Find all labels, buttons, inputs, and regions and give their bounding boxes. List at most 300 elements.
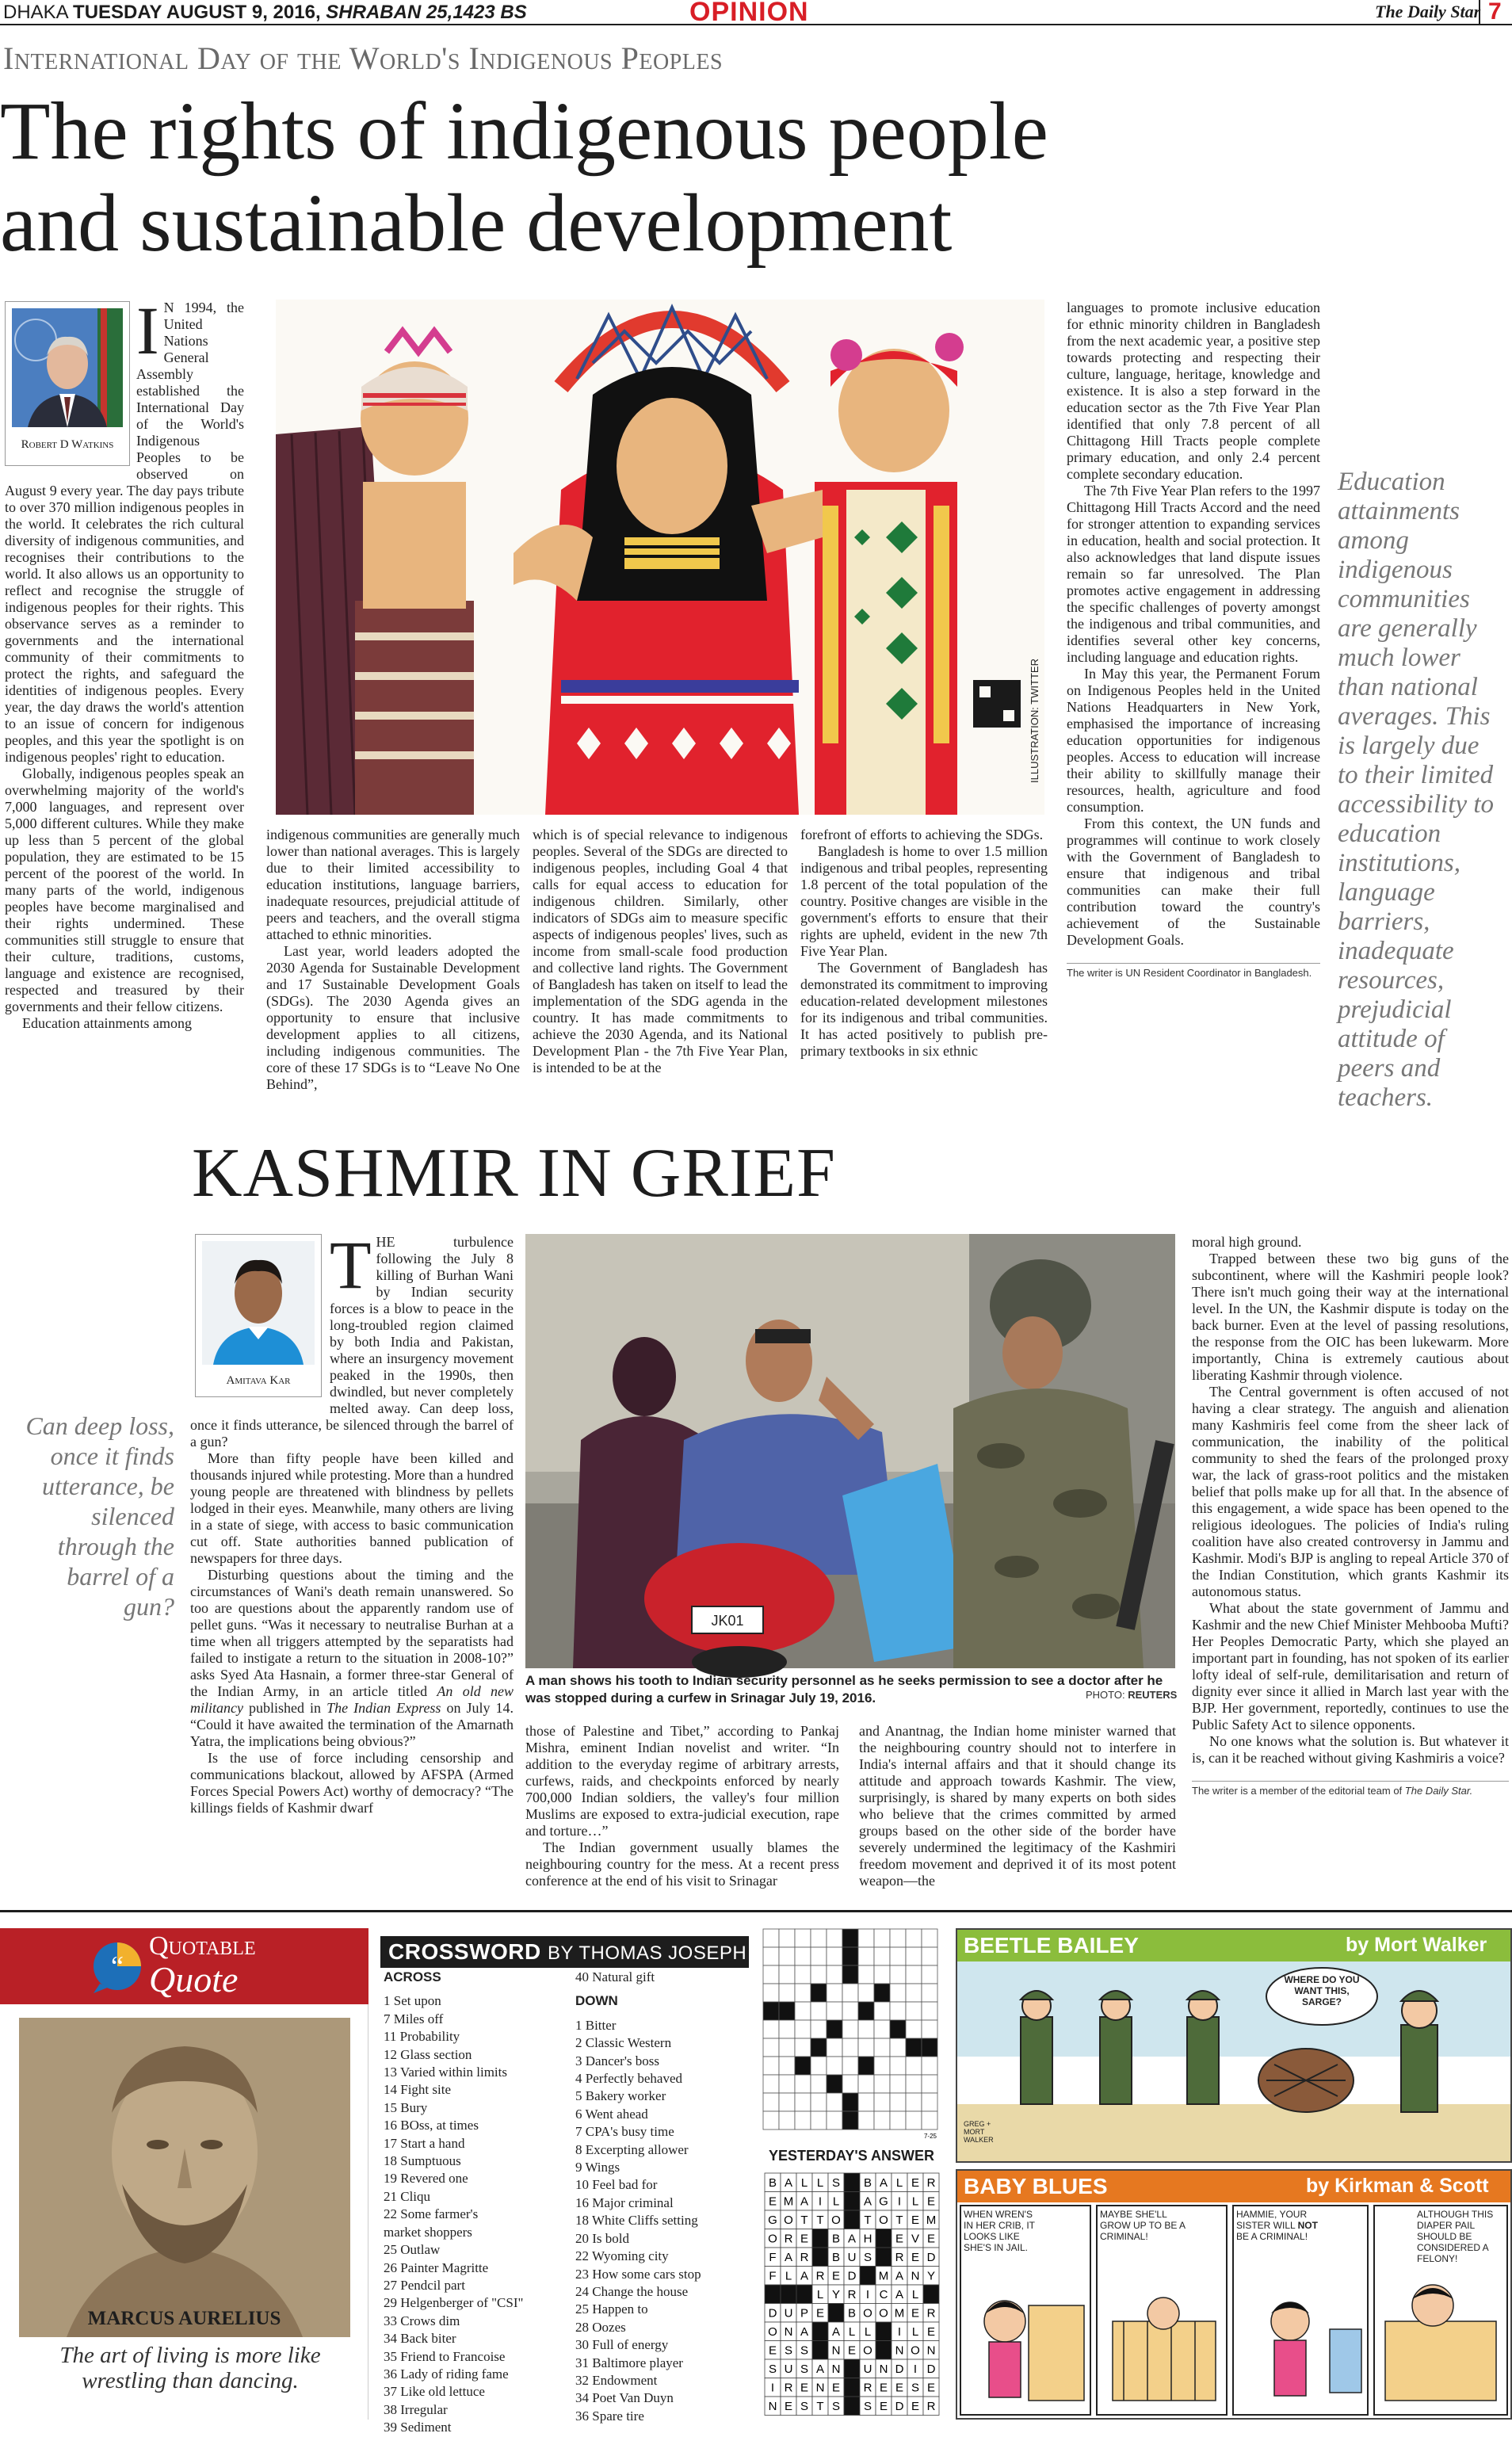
- crossword-cell[interactable]: [842, 1947, 858, 1965]
- crossword-cell[interactable]: [906, 1929, 922, 1947]
- crossword-clue: 40 Natural gift: [575, 1969, 655, 1984]
- answer-letter: M: [926, 2214, 937, 2227]
- answer-letter: E: [831, 2381, 841, 2395]
- answer-letter: U: [784, 2363, 793, 2376]
- footnote-paper: The Daily Star.: [1404, 1785, 1473, 1797]
- crossword-cell[interactable]: [922, 2075, 937, 2093]
- answer-letter: I: [913, 2363, 918, 2376]
- answer-letter: L: [816, 2176, 824, 2190]
- crossword-cell[interactable]: [779, 1984, 795, 2002]
- bb-panel3-text-c: BE A CRIMINAL!: [1236, 2231, 1308, 2242]
- bust-graphic: [19, 2018, 350, 2337]
- answer-letter: O: [768, 2232, 777, 2246]
- answer-cell: [860, 2267, 876, 2286]
- story1-paragraph: N 1994, the United Nations General Assembly established the International Day of the World's Indigenous Peoples to be observed on August 9 every year. The day pays tribute to over 370 million indigenous peoples in the world. It celebrates the rich cultural diversity of indigenous communities, and recognises their contributions to the world. It also allows us an opportunity to reflect and recognise the struggle of indigenous peoples for their rights. This observance serves as a reminder to governments and the international community of their commitments to protect the rights, and safeguard the identities of indigenous peoples. Every year, the day draws the world's attention to an issue of concern for indigenous peoples, and this year the spotlight is on indigenous peoples' right to education.: [5, 300, 244, 765]
- story2-headline[interactable]: KASHMIR IN GRIEF: [192, 1135, 836, 1212]
- answer-letter: T: [864, 2214, 872, 2227]
- crossword-cell[interactable]: [874, 2002, 890, 2020]
- crossword-clue: 14 Fight site: [384, 2082, 452, 2098]
- crossword-cell[interactable]: [811, 2075, 827, 2093]
- answer-letter: E: [784, 2400, 793, 2413]
- answer-letter: R: [926, 2176, 936, 2190]
- answer-letter: T: [800, 2214, 808, 2227]
- crossword-cell[interactable]: [874, 2020, 890, 2038]
- publication-name: The Indian Express: [326, 1700, 441, 1716]
- indigenous-illustration: [276, 300, 1044, 815]
- crossword-cell[interactable]: [795, 1929, 811, 1947]
- answer-letter: T: [895, 2214, 903, 2227]
- crossword-clue: 1 Bitter: [575, 2017, 617, 2033]
- crossword-cell[interactable]: [890, 2002, 906, 2020]
- crossword-clue: 17 Start a hand: [384, 2135, 465, 2151]
- crossword-cell[interactable]: [858, 1984, 874, 2002]
- crossword-clue: 28 Oozes: [575, 2319, 626, 2335]
- crossword-cell[interactable]: [827, 1947, 842, 1965]
- answer-letter: Y: [831, 2288, 841, 2301]
- answer-letter: A: [895, 2269, 904, 2283]
- answer-letter: N: [784, 2325, 793, 2339]
- story2-paragraph: More than fifty people have been killed and thousands injured while protesting. More than a hundred young people are threatened with blindness by pellets lodged in their eyes. Meanwhile, many others are living in a state of siege, with access to basic communication cut off. State authorities banned publication of newspapers for three days.: [190, 1450, 514, 1566]
- crossword-clue: 25 Outlaw: [384, 2242, 441, 2258]
- crossword-cell[interactable]: [906, 2020, 922, 2038]
- crossword-cell[interactable]: [795, 2075, 811, 2093]
- kashmir-scene-graphic: [525, 1234, 1175, 1668]
- crossword-grid-graphic[interactable]: [762, 1928, 941, 2141]
- crossword-clue: 31 Baltimore player: [575, 2355, 683, 2370]
- answer-letter: H: [863, 2232, 872, 2246]
- crossword-cell[interactable]: [922, 1947, 937, 1965]
- answer-letter: R: [926, 2306, 936, 2320]
- crossword-cell[interactable]: [795, 2038, 811, 2057]
- answer-letter: U: [863, 2363, 872, 2376]
- answer-letter: E: [847, 2343, 857, 2358]
- crossword-cell[interactable]: [906, 1947, 922, 1965]
- crossword-cell[interactable]: [890, 2020, 906, 2038]
- answer-letter: L: [864, 2325, 872, 2339]
- baby-blues-title: BABY BLUES: [964, 2174, 1108, 2198]
- crossword-cell[interactable]: [779, 2020, 795, 2038]
- crossword-cell[interactable]: [842, 2002, 858, 2020]
- crossword-cell[interactable]: [811, 2038, 827, 2057]
- answer-letter: S: [831, 2400, 841, 2413]
- answer-letter: O: [879, 2214, 888, 2227]
- crossword-cell[interactable]: [827, 2093, 842, 2111]
- crossword-cell[interactable]: [842, 2038, 858, 2057]
- crossword-cell[interactable]: [842, 2111, 858, 2130]
- crossword-cell[interactable]: [779, 2093, 795, 2111]
- crossword-cell[interactable]: [827, 2075, 842, 2093]
- answer-letter: L: [911, 2288, 919, 2301]
- crossword-cell[interactable]: [874, 1984, 890, 2002]
- story2-paragraph: Trapped between these two big guns of the subcontinent, where will the Kashmiri people look? There isn't much going their way at the international level. In the UN, the Kashmir dispute is today on the back burner. Even at the level of passing resolutions, the response from the OIC has been lukewarm. More importantly, China is extremely cautious about liberating Kashmir through violence.: [1192, 1251, 1509, 1383]
- crossword-cell[interactable]: [763, 2002, 779, 2020]
- crossword-cell[interactable]: [890, 1929, 906, 1947]
- dateline-bangla: SHRABAN 25,1423 BS: [326, 2, 527, 23]
- answer-letter: M: [783, 2194, 794, 2209]
- answer-letter: S: [911, 2381, 920, 2395]
- crossword-cell[interactable]: [811, 1965, 827, 1984]
- crossword-clue: market shoppers: [384, 2224, 472, 2240]
- answer-letter: E: [926, 2381, 936, 2395]
- section-label[interactable]: OPINION: [689, 0, 809, 27]
- answer-cell: [812, 2341, 828, 2360]
- down-clue-list: [575, 2017, 759, 2425]
- quote-text: The art of living is more like wrestling than dancing.: [59, 2343, 321, 2393]
- story1-author-caption: Robert D Watkins: [21, 438, 114, 451]
- story2-pullquote: Can deep loss, once it finds utterance, be silenced through the barrel of a gun?: [25, 1411, 174, 1621]
- crossword-clue: 27 Pendcil part: [384, 2277, 465, 2293]
- crossword-clue: 7 CPA's busy time: [575, 2124, 674, 2140]
- crossword-cell[interactable]: [890, 2111, 906, 2130]
- across-clue-list-continued: [575, 1969, 759, 1986]
- crossword-cell[interactable]: [890, 2093, 906, 2111]
- answer-letter: L: [816, 2288, 824, 2301]
- crossword-clue: 10 Feel bad for: [575, 2177, 658, 2193]
- crossword-cell[interactable]: [795, 2002, 811, 2020]
- crossword-cell[interactable]: [906, 1965, 922, 1984]
- crossword-cell[interactable]: [795, 2057, 811, 2075]
- crossword-clue: 4 Perfectly behaved: [575, 2071, 682, 2087]
- crossword-cell[interactable]: [827, 1984, 842, 2002]
- beetle-signature: GREG + MORT WALKER: [964, 2120, 994, 2144]
- answer-letter: U: [784, 2306, 793, 2320]
- crossword-cell[interactable]: [922, 2020, 937, 2038]
- crossword-cell[interactable]: [922, 2111, 937, 2130]
- crossword-clue: 16 BOss, at times: [384, 2118, 479, 2133]
- crossword-cell[interactable]: [827, 2020, 842, 2038]
- crossword-cell[interactable]: [763, 2057, 779, 2075]
- answer-letter: E: [768, 2194, 777, 2209]
- crossword-cell[interactable]: [842, 2093, 858, 2111]
- crossword-cell[interactable]: [763, 1929, 779, 1947]
- beetle-bailey-panel: [957, 1961, 1510, 2161]
- crossword-cell[interactable]: [922, 2057, 937, 2075]
- story2-paragraph: [190, 1567, 514, 1750]
- crossword-cell[interactable]: [842, 1929, 858, 1947]
- answer-letter: D: [926, 2251, 936, 2264]
- crossword-cell[interactable]: [858, 1965, 874, 1984]
- crossword-cell[interactable]: [763, 2075, 779, 2093]
- beetle-bailey-strip: [956, 1928, 1512, 2163]
- crossword-cell[interactable]: [827, 2111, 842, 2130]
- answer-letter: L: [911, 2325, 919, 2339]
- crossword-cell[interactable]: [779, 2057, 795, 2075]
- story2-paragraph: moral high ground.: [1192, 1234, 1302, 1250]
- dateline: [3, 2, 527, 24]
- answer-cell: [876, 2248, 892, 2267]
- photo-spacer: [5, 300, 136, 472]
- crossword-cell[interactable]: [811, 2111, 827, 2130]
- masthead: [0, 0, 1512, 25]
- answer-grid-graphic: [765, 2173, 939, 2417]
- crossword-cell[interactable]: [795, 1965, 811, 1984]
- crossword-clue: 7 Miles off: [384, 2011, 444, 2026]
- answer-letter: S: [800, 2363, 809, 2376]
- crossword-clue: 30 Full of energy: [575, 2337, 669, 2353]
- crossword-clue: 23 How some cars stop: [575, 2266, 701, 2282]
- answer-letter: F: [769, 2269, 777, 2283]
- answer-letter: M: [894, 2306, 905, 2320]
- answer-letter: L: [800, 2176, 808, 2190]
- answer-letter: I: [897, 2194, 902, 2209]
- crossword-cell[interactable]: [858, 1929, 874, 1947]
- story2-column-1: [190, 1227, 514, 1816]
- crossword-cell[interactable]: [763, 1965, 779, 1984]
- answer-letter: A: [815, 2363, 825, 2376]
- story2-paragraph: What about the state government of Jammu and Kashmir and the new Chief Minister Mehbooba Mufti? Her Peoples Democratic Party, which she played an important part in founding, has not spoken of its earlier lofty ideal of self-rule, demilitarisation and return of dignity ever since it allied in March last year with the BJP. Her government, reportedly, continues to use the Public Safety Act to silence opponents.: [1192, 1600, 1509, 1732]
- crossword-cell[interactable]: [858, 1947, 874, 1965]
- baby-blues-strip: [956, 2169, 1512, 2420]
- answer-letter: T: [816, 2400, 824, 2413]
- crossword-cell[interactable]: [763, 1947, 779, 1965]
- article-title: An old new militancy: [190, 1683, 514, 1716]
- crossword-cell[interactable]: [842, 2057, 858, 2075]
- answer-letter: O: [831, 2214, 841, 2227]
- crossword-cell[interactable]: [858, 2093, 874, 2111]
- answer-letter: G: [879, 2194, 888, 2209]
- crossword-cell[interactable]: [906, 2093, 922, 2111]
- crossword-cell[interactable]: [795, 1984, 811, 2002]
- crossword-cell[interactable]: [922, 1929, 937, 1947]
- answer-letter: D: [895, 2400, 904, 2413]
- story2-text: on July 14. “Could it have awaited the termination of the Amarnath Yatra, the implications being obvious?”: [190, 1700, 514, 1749]
- photo-spacer: [190, 1234, 330, 1407]
- answer-letter: N: [911, 2269, 920, 2283]
- crossword-clue: 12 Glass section: [384, 2046, 472, 2062]
- answer-letter: D: [847, 2269, 857, 2283]
- story1-paragraph: The 7th Five Year Plan refers to the 1997 Chittagong Hill Tracts Accord and the need for stronger attention to expanding services in education, health and social protection. It also acknowledges that land dispute issues remain so far unresolved. The Plan promotes active engagement in addressing the specific challenges of poverty amongst the indigenous and tribal communities, and identifies several other key concerns, including language and education rights.: [1067, 483, 1320, 665]
- crossword-grid[interactable]: [762, 1928, 941, 2141]
- crossword-cell[interactable]: [874, 2057, 890, 2075]
- answer-letter: I: [897, 2325, 902, 2339]
- page-number: 7: [1479, 0, 1502, 25]
- crossword-clue: 36 Lady of riding fame: [384, 2366, 509, 2382]
- crossword-cell[interactable]: [906, 2075, 922, 2093]
- crossword-author: BY THOMAS JOSEPH: [548, 1942, 747, 1964]
- crossword-cell[interactable]: [874, 1947, 890, 1965]
- footnote-text: The writer is a member of the editorial team of: [1192, 1785, 1403, 1797]
- answer-letter: N: [879, 2363, 888, 2376]
- answer-letter: E: [879, 2400, 888, 2413]
- story2-paragraph: and Anantnag, the Indian home minister warned that the neighbouring country should not to interfere in India's internal affairs and that it should change its attitude and approach towards Kashmir. The view, surprisingly, is shared by many experts on both sides who believe that the crimes committed by armed groups based on the other side of the border have severely undermined the legitimacy of the Kashmiri freedom movement and deprived it of its most potent weapon—the: [859, 1723, 1176, 1889]
- answer-letter: I: [818, 2194, 823, 2209]
- bb-panel4-text: ALTHOUGH THIS DIAPER PAIL SHOULD BE CONSIDERED A FELONY!: [1417, 2209, 1494, 2264]
- story1-headline-line2: and sustainable development: [0, 178, 953, 269]
- answer-letter: U: [847, 2251, 857, 2264]
- crossword-cell[interactable]: [795, 2020, 811, 2038]
- crossword-cell[interactable]: [922, 2038, 937, 2057]
- crossword-cell[interactable]: [858, 2111, 874, 2130]
- crossword-cell[interactable]: [763, 2093, 779, 2111]
- story1-paragraph: Last year, world leaders adopted the 2030 Agenda for Sustainable Development and 17 Sustainable Development Goals (SDGs). The 2030 Agenda gives an opportunity to ensure that inclusive development applies to all citizens, including indigenous communities. The core of these 17 SDGs is to “Leave No One Behind”,: [266, 943, 520, 1092]
- crossword-cell[interactable]: [811, 1929, 827, 1947]
- story1-paragraph: From this context, the UN funds and programmes will continue to work closely with the Government of Bangladesh to ensure that indigenous and tribal communities can make their full contribution toward the country's achievement of the Sustainable Development Goals.: [1067, 816, 1320, 948]
- crossword-clue: 20 Is bold: [575, 2230, 629, 2246]
- crossword-clue: 22 Wyoming city: [575, 2248, 669, 2264]
- crossword-cell[interactable]: [858, 2057, 874, 2075]
- story1-paragraph: languages to promote inclusive education for ethnic minority children in Bangladesh from the next academic year, a positive step towards protecting and respecting their culture, language, heritage, knowledge and existence. It is also a step forward in the education sector as the 7th Five Year Plan identified that only 7.8 percent of all Chittagong Hill Tracts people complete primary education, and only 2.4 percent complete secondary education.: [1067, 300, 1320, 482]
- answer-letter: D: [926, 2363, 936, 2376]
- story2-paragraph: The Indian government usually blames the neighbouring country for the mess. At a recent press conference at the end of his visit to Srinagar: [525, 1839, 839, 1889]
- yesterdays-answer-grid: [765, 2173, 939, 2417]
- crossword-cell[interactable]: [811, 2093, 827, 2111]
- answer-letter: R: [926, 2400, 936, 2413]
- story2-footnote: [1192, 1781, 1509, 1797]
- crossword-cell[interactable]: [858, 2002, 874, 2020]
- answer-letter: E: [926, 2194, 936, 2209]
- story1-paragraph: forefront of efforts to achieving the SDGs.: [800, 827, 1044, 842]
- crossword-clue: 29 Helgenberger of "CSI": [384, 2295, 524, 2311]
- answer-letter: S: [863, 2400, 872, 2413]
- crossword-cell[interactable]: [922, 1984, 937, 2002]
- paper-name[interactable]: The Daily Star: [1375, 2, 1481, 21]
- crossword-header: [380, 1936, 749, 1968]
- answer-letter: D: [895, 2363, 904, 2376]
- crossword-cell[interactable]: [890, 1947, 906, 1965]
- quote-author: MARCUS AURELIUS: [87, 2308, 281, 2329]
- crossword-cell[interactable]: [779, 1929, 795, 1947]
- crossword-cell[interactable]: [811, 1984, 827, 2002]
- answer-letter: R: [784, 2381, 793, 2395]
- bb-panel3-text: [1236, 2209, 1331, 2242]
- answer-letter: L: [848, 2325, 856, 2339]
- crossword-cell[interactable]: [763, 1984, 779, 2002]
- crossword-clue: 33 Crows dim: [384, 2313, 460, 2328]
- crossword-clue: 38 Irregular: [384, 2401, 448, 2417]
- quotable-quote-header: [0, 1928, 368, 2004]
- answer-letter: I: [770, 2381, 775, 2395]
- crossword-cell[interactable]: [779, 1965, 795, 1984]
- crossword-cell[interactable]: [827, 2002, 842, 2020]
- answer-letter: A: [863, 2194, 872, 2209]
- crossword-cell[interactable]: [827, 1965, 842, 1984]
- answer-letter: A: [800, 2269, 809, 2283]
- answer-cell: [876, 2322, 892, 2341]
- crossword-clue: 24 Change the house: [575, 2283, 689, 2299]
- crossword-clue: 6 Went ahead: [575, 2106, 648, 2122]
- story1-paragraph: which is of special relevance to indigenous peoples. Several of the SDGs are directed to indigenous peoples, including Goal 4 that calls for equal access to education for indigenous children. Similarly, other indicators of SDGs aim to measure specific aspects of indigenous peoples' lives, such as income from small-scale food production and collective land rights. The Government of Bangladesh has taken on itself to lead the implementation of the SDG agenda in the country. It has made commitments to achieve the 2030 Agenda, and its National Development Plan - the 7th Five Year Plan, is intended to be at the: [533, 827, 788, 1075]
- crossword-cell[interactable]: [779, 2111, 795, 2130]
- crossword-cell[interactable]: [763, 2111, 779, 2130]
- story1-paragraph: Education attainments among: [22, 1015, 192, 1031]
- crossword-cell[interactable]: [922, 1965, 937, 1984]
- answer-letter: N: [895, 2343, 904, 2358]
- answer-letter: B: [831, 2232, 841, 2246]
- crossword-cell[interactable]: [795, 1947, 811, 1965]
- crossword-clue: 25 Happen to: [575, 2301, 648, 2317]
- svg-text:“: “: [111, 1950, 124, 1982]
- crossword-cell[interactable]: [874, 2075, 890, 2093]
- crossword-cell[interactable]: [811, 1947, 827, 1965]
- story2-text: published in: [249, 1700, 322, 1716]
- dateline-day: TUESDAY AUGUST 9, 2016,: [73, 2, 321, 23]
- crossword-cell[interactable]: [890, 2038, 906, 2057]
- marcus-aurelius-bust: [19, 2018, 350, 2337]
- crossword-cell[interactable]: [890, 2075, 906, 2093]
- story1-column-5: [1067, 300, 1320, 980]
- answer-letter: C: [879, 2288, 888, 2301]
- crossword-clue: 26 Painter Magritte: [384, 2259, 489, 2275]
- photo-caption: A man shows his tooth to Indian security personnel as he seeks permission to see a doctor after he was stopped during a curfew in Srinagar July 19, 2016.: [525, 1673, 1163, 1706]
- answer-letter: B: [831, 2251, 841, 2264]
- beetle-bailey-author: by Mort Walker: [1346, 1934, 1487, 1956]
- answer-letter: S: [831, 2176, 841, 2190]
- crossword-cell[interactable]: [906, 1984, 922, 2002]
- answer-letter: R: [863, 2381, 872, 2395]
- crossword-cell[interactable]: [795, 2093, 811, 2111]
- crossword-cell[interactable]: [858, 2038, 874, 2057]
- crossword-cell[interactable]: [906, 2038, 922, 2057]
- crossword-cell[interactable]: [858, 2020, 874, 2038]
- answer-cell: [844, 2192, 860, 2211]
- crossword-cell[interactable]: [827, 2038, 842, 2057]
- crossword-cell[interactable]: [842, 2075, 858, 2093]
- crossword-cell[interactable]: [763, 2038, 779, 2057]
- answer-letter: S: [863, 2251, 872, 2264]
- crossword-cell[interactable]: [890, 1984, 906, 2002]
- answer-letter: O: [768, 2325, 777, 2339]
- crossword-cell[interactable]: [842, 2020, 858, 2038]
- crossword-cell[interactable]: [842, 1965, 858, 1984]
- answer-letter: B: [863, 2176, 872, 2190]
- crossword-cell[interactable]: [890, 1965, 906, 1984]
- crossword-cell[interactable]: [890, 2057, 906, 2075]
- crossword-cell[interactable]: [874, 2111, 890, 2130]
- crossword-cell[interactable]: [827, 1929, 842, 1947]
- answer-cell: [844, 2173, 860, 2192]
- svg-text:JK01: JK01: [711, 1613, 744, 1629]
- answer-letter: T: [816, 2214, 824, 2227]
- crossword-cell[interactable]: [811, 2002, 827, 2020]
- answer-letter: L: [785, 2269, 792, 2283]
- crossword-clue: 19 Revered one: [384, 2171, 468, 2187]
- crossword-cell[interactable]: [811, 2020, 827, 2038]
- story1-headline[interactable]: [0, 86, 1300, 269]
- crossword-cell[interactable]: [906, 2002, 922, 2020]
- crossword-cell[interactable]: [874, 2038, 890, 2057]
- story1-column-2: [266, 827, 520, 1093]
- crossword-cell[interactable]: [922, 2093, 937, 2111]
- crossword-cell[interactable]: [874, 1929, 890, 1947]
- crossword-cell[interactable]: [922, 2002, 937, 2020]
- crossword-cell[interactable]: [858, 2075, 874, 2093]
- answer-letter: F: [769, 2251, 777, 2264]
- crossword-cell[interactable]: [842, 1984, 858, 2002]
- crossword-cell[interactable]: [779, 2075, 795, 2093]
- dateline-city: DHAKA: [3, 2, 68, 23]
- answer-letter: E: [911, 2176, 920, 2190]
- answer-letter: A: [895, 2288, 904, 2301]
- crossword-cell[interactable]: [827, 2057, 842, 2075]
- crossword-cell[interactable]: [779, 2038, 795, 2057]
- crossword-down-clues: [575, 1969, 759, 2425]
- across-clue-list: [384, 1992, 571, 2436]
- crossword-cell[interactable]: [795, 2111, 811, 2130]
- crossword-cell[interactable]: [779, 1947, 795, 1965]
- story1-paragraph: indigenous communities are generally much lower than national averages. This is largely due to their limited accessibility to education institutions, language barriers, inadequate resources, prejudicial attitude of peers and teachers, and the overall stigma attached to ethnic minorities.: [266, 827, 520, 942]
- crossword-cell[interactable]: [779, 2002, 795, 2020]
- crossword-cell[interactable]: [906, 2111, 922, 2130]
- crossword-clue: 18 Sumptuous: [384, 2153, 461, 2169]
- crossword-cell[interactable]: [874, 1965, 890, 1984]
- story2-paragraph: The Central government is often accused of not having a clear strategy. The anguish and alienation many Kashmiris feel come from the sheer lack of communication, the inability of the political community to shed the fears of the prolonged proxy war, the lack of grass-root politics and the mistaken belief that polls make up for all that. In the absence of this engagement, a wide space has been opened to the religious ideologues. The policies of India's ruling coalition have also created controversy in Jammu and Kashmir. Modi's BJP is angling to repeal Article 370 of the Indian Constitution, which grants Kashmir its autonomous status.: [1192, 1384, 1509, 1599]
- crossword-cell[interactable]: [906, 2057, 922, 2075]
- crossword-cell[interactable]: [763, 2020, 779, 2038]
- crossword-cell[interactable]: [811, 2057, 827, 2075]
- story1-dropcap: I: [136, 292, 159, 369]
- crossword-cell[interactable]: [874, 2093, 890, 2111]
- answer-letter: V: [911, 2232, 920, 2246]
